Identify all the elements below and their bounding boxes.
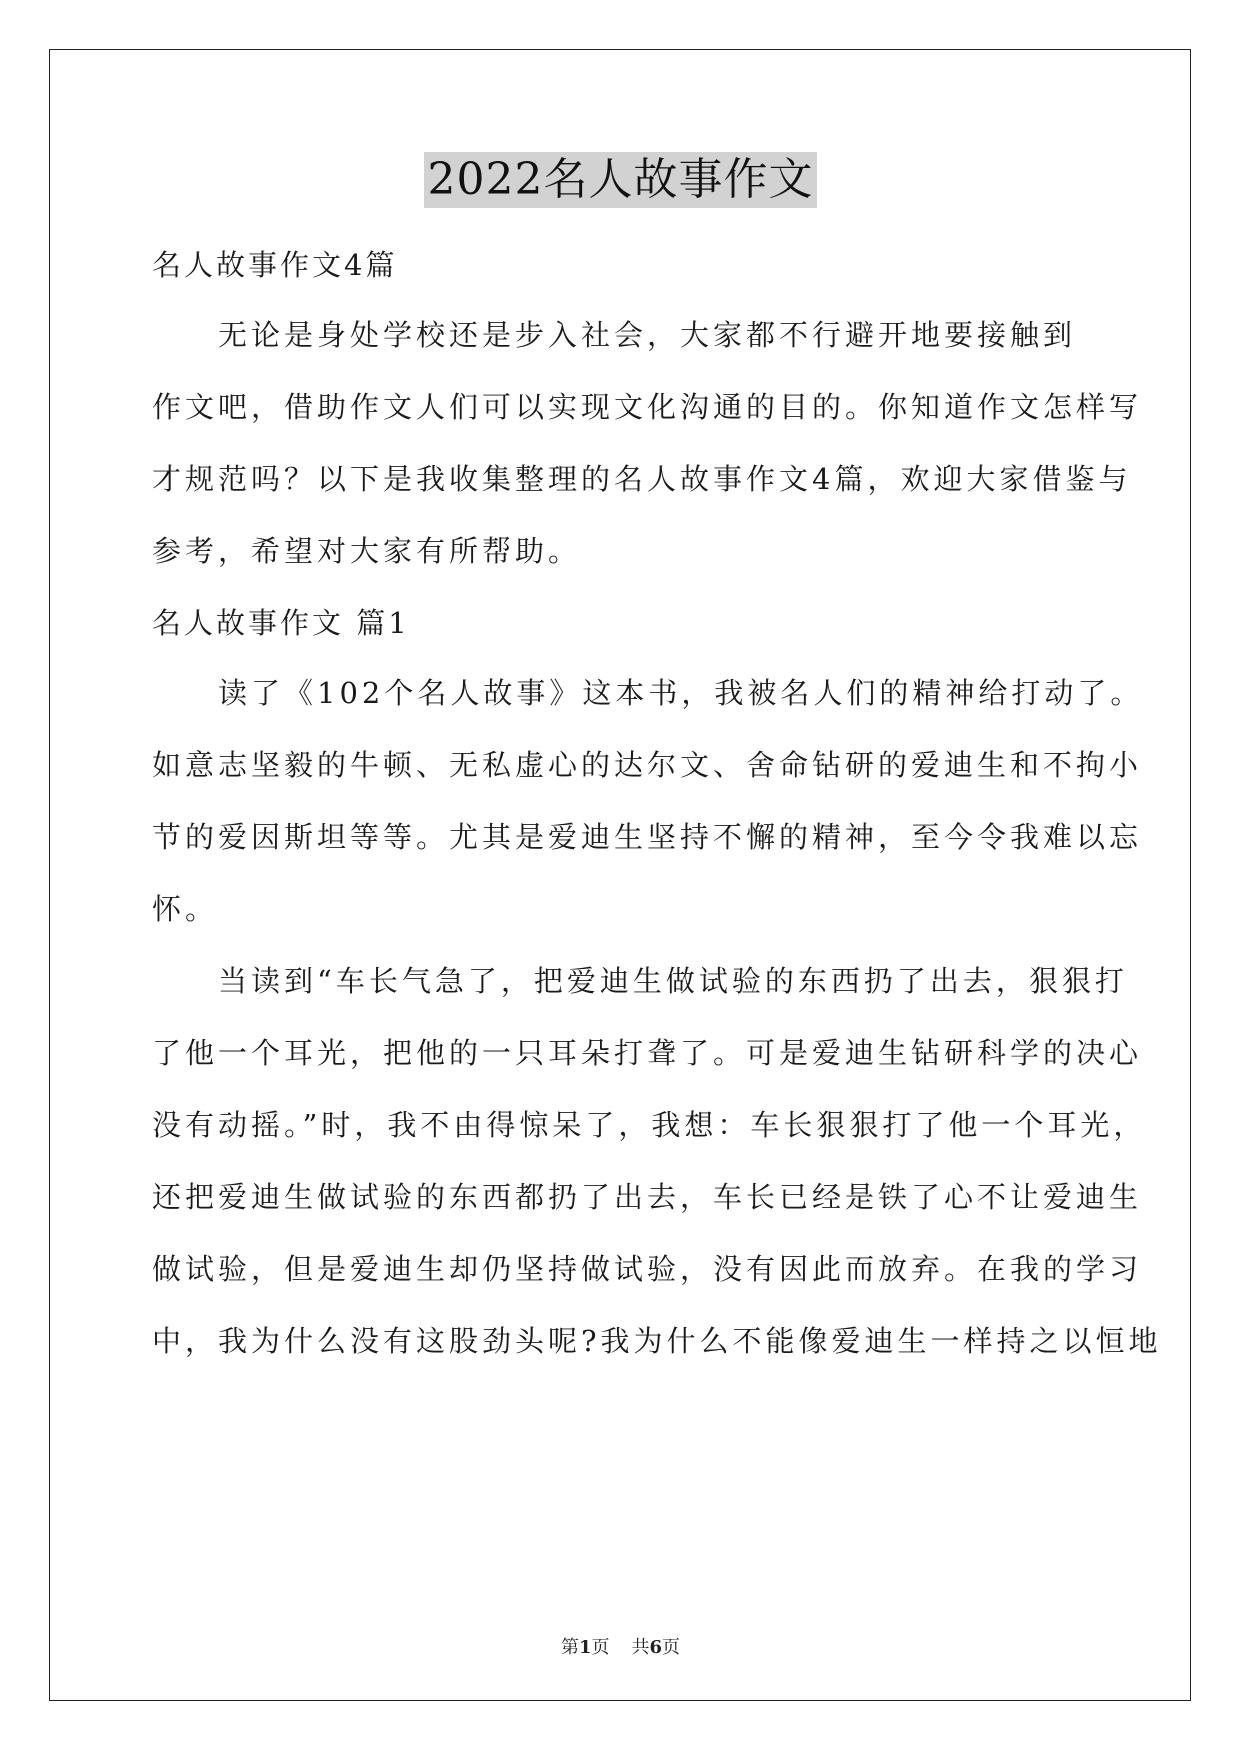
- para1-line-3: 节的爱因斯坦等等。尤其是爱迪生坚持不懈的精神，至今令我难以忘: [152, 820, 1143, 854]
- page-border: [49, 49, 1191, 1701]
- total-suffix: 页: [662, 1637, 681, 1658]
- page-prefix: 第: [560, 1637, 579, 1658]
- intro-line-1: 无论是身处学校还是步入社会，大家都不行避开地要接触到: [152, 318, 1077, 352]
- page-number: 1: [578, 1637, 592, 1658]
- para1-line-1: 读了《102个名人故事》这本书，我被名人们的精神给打动了。: [152, 676, 1144, 710]
- intro-line-2: 作文吧，借助作文人们可以实现文化沟通的目的。你知道作文怎样写: [152, 390, 1143, 424]
- para2-line-3: 没有动摇。”时，我不由得惊呆了，我想：车长狠狠打了他一个耳光，: [152, 1108, 1147, 1142]
- para2-line-1: 当读到“车长气急了，把爱迪生做试验的东西扔了出去，狠狠打: [152, 964, 1128, 998]
- para2-line-5: 做试验，但是爱迪生却仍坚持做试验，没有因此而放弃。在我的学习: [152, 1252, 1143, 1286]
- page-footer: [0, 1633, 1241, 1659]
- total-prefix: 共: [631, 1637, 650, 1658]
- total-pages: 6: [649, 1637, 663, 1658]
- para2-line-6: 中，我为什么没有这股劲头呢?我为什么不能像爱迪生一样持之以恒地: [152, 1324, 1162, 1358]
- para2-line-4: 还把爱迪生做试验的东西都扔了出去，车长已经是铁了心不让爱迪生: [152, 1180, 1143, 1214]
- intro-line-4: 参考，希望对大家有所帮助。: [152, 534, 582, 568]
- title-wrap: [0, 152, 1241, 208]
- para1-line-4: 怀。: [152, 892, 219, 926]
- intro-line-3: 才规范吗？以下是我收集整理的名人故事作文4篇，欢迎大家借鉴与: [152, 462, 1132, 496]
- document-subtitle: 名人故事作文4篇: [152, 248, 398, 282]
- document-title: 2022名人故事作文: [424, 152, 818, 208]
- para1-line-2: 如意志坚毅的牛顿、无私虚心的达尔文、舍命钻研的爱迪生和不拘小: [152, 748, 1143, 782]
- para2-line-2: 了他一个耳光，把他的一只耳朵打聋了。可是爱迪生钻研科学的决心: [152, 1036, 1143, 1070]
- section-heading: 名人故事作文 篇1: [152, 606, 410, 640]
- page-suffix: 页: [591, 1637, 610, 1658]
